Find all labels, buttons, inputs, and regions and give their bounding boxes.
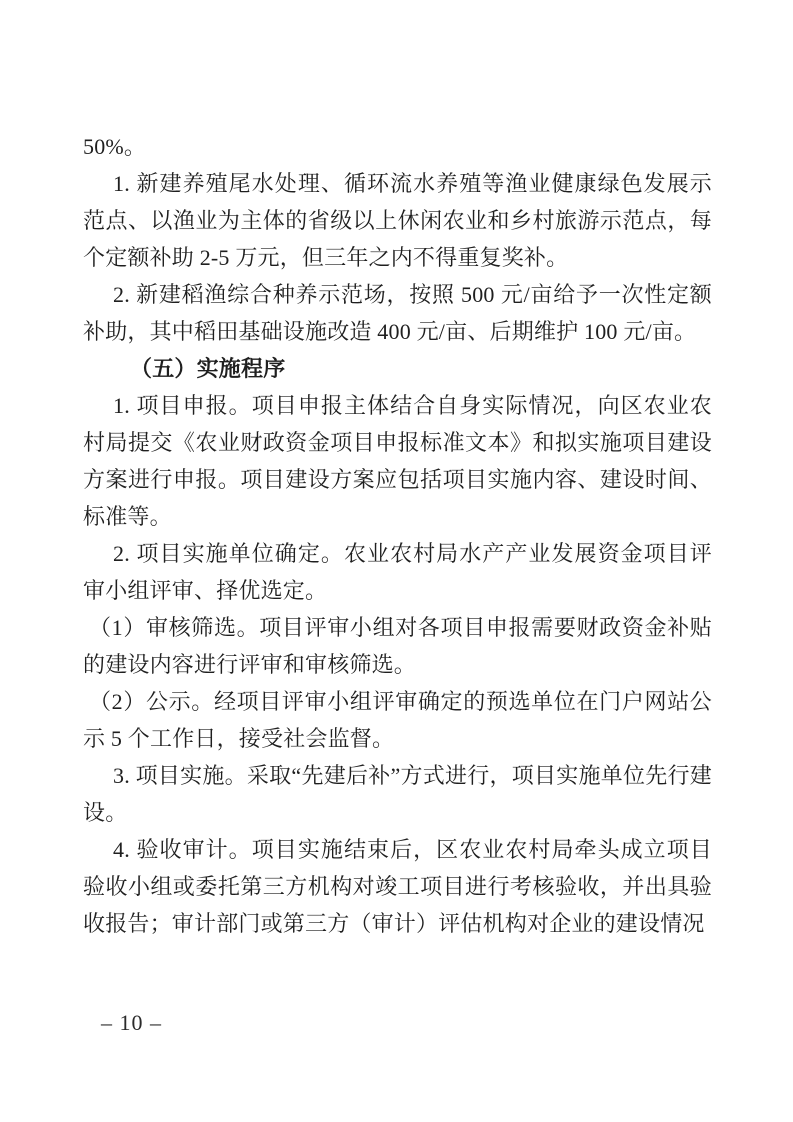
- subparagraph-2-public-notice: （2）公示。经项目评审小组评审确定的预选单位在门户网站公示 5 个工作日，接受社会监督。: [83, 689, 712, 751]
- page-number: – 10 –: [101, 1010, 162, 1035]
- paragraph-step1-project-application: 1. 项目申报。项目申报主体结合自身实际情况，向区农业农村局提交《农业财政资金项目申报标准文本》和拟实施项目建设方案进行申报。项目建设方案应包括项目实施内容、建设时间、标准等。: [83, 393, 712, 529]
- paragraph-step3-project-implementation: 3. 项目实施。采取“先建后补”方式进行，项目实施单位先行建设。: [83, 763, 712, 825]
- paragraph-step2-unit-determination: 2. 项目实施单位确定。农业农村局水产产业发展资金项目评审小组评审、择优选定。: [83, 541, 712, 603]
- subparagraph-1-review-screening: （1）审核筛选。项目评审小组对各项目申报需要财政资金补贴的建设内容进行评审和审核筛选。: [83, 615, 712, 677]
- document-body: [83, 128, 712, 942]
- section-heading-implementation-procedure: （五）实施程序: [130, 356, 286, 381]
- paragraph-carryover-50-percent: 50%。: [83, 134, 147, 159]
- paragraph-step4-acceptance-audit: 4. 验收审计。项目实施结束后，区农业农村局牵头成立项目验收小组或委托第三方机构对竣工项目进行考核验收，并出具验收报告；审计部门或第三方（审计）评估机构对企业的建设情况: [83, 837, 712, 936]
- paragraph-item1-fishery-demo-sites: 1. 新建养殖尾水处理、循环流水养殖等渔业健康绿色发展示范点、以渔业为主体的省级以上休闲农业和乡村旅游示范点，每个定额补助 2-5 万元，但三年之内不得重复奖补。: [83, 171, 712, 270]
- paragraph-item2-rice-fish-farm: 2. 新建稻渔综合种养示范场，按照 500 元/亩给予一次性定额补助，其中稻田基础设施改造 400 元/亩、后期维护 100 元/亩。: [83, 282, 712, 344]
